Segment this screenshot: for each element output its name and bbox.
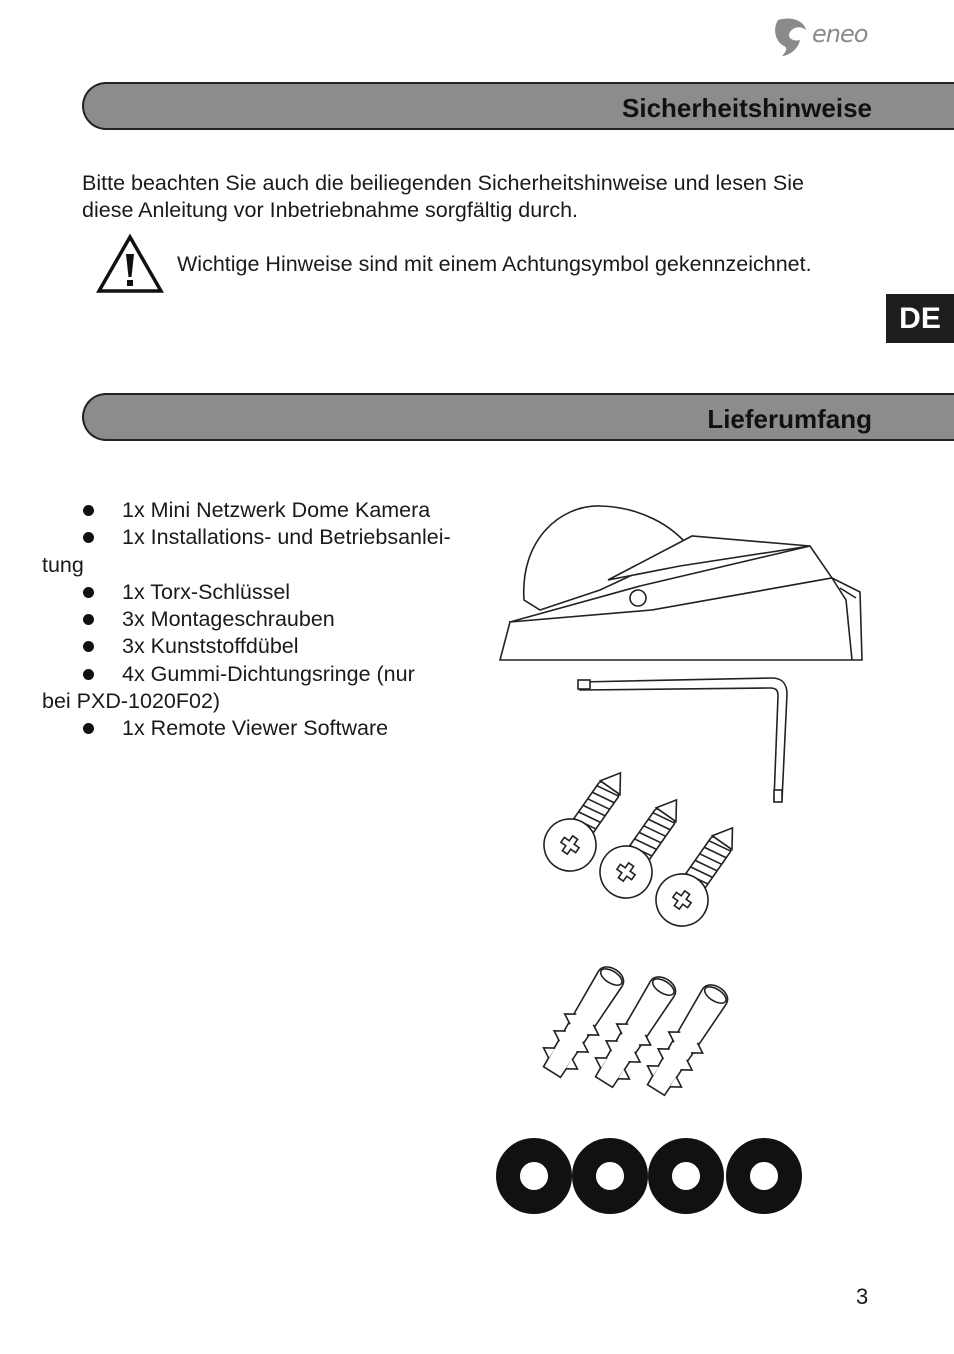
plastic-dowels-icon	[535, 959, 737, 1100]
mounting-screws-icon	[534, 758, 754, 936]
warning-triangle-icon	[96, 234, 164, 294]
rubber-sealing-rings-icon	[508, 1150, 790, 1202]
language-tab-de	[886, 294, 954, 343]
safety-paragraph-line: Bitte beachten Sie auch die beiliegenden Sicherheitshinweise und lesen Sie	[82, 171, 804, 195]
list-item: 1x Torx-Schlüssel	[82, 579, 482, 606]
section-header-scope-of-delivery	[82, 393, 954, 441]
section-header-safety	[82, 82, 954, 130]
list-item: 3x Montageschrauben	[82, 606, 482, 633]
page-number: 3	[856, 1284, 869, 1309]
eneo-logo-text: eneo	[812, 20, 868, 48]
list-item: 1x Mini Netzwerk Dome Kamera	[82, 497, 482, 524]
warning-text: Wichtige Hinweise sind mit einem Achtungsymbol gekennzeichnet.	[177, 252, 812, 276]
list-item: 3x Kunststoffdübel	[82, 633, 482, 660]
delivery-contents-illustration	[490, 500, 870, 1220]
safety-paragraph	[82, 170, 882, 224]
safety-paragraph-line: diese Anleitung vor Inbetriebnahme sorgfältig durch.	[82, 198, 579, 222]
section-title-safety: Sicherheitshinweise	[622, 93, 872, 123]
delivery-list	[42, 497, 482, 743]
list-item: 1x Remote Viewer Software	[82, 715, 482, 742]
list-item: 1x Installations- und Betriebsanlei- tung	[82, 524, 482, 579]
language-tab-label: DE	[899, 301, 941, 335]
section-title-scope: Lieferumfang	[707, 404, 872, 434]
list-item: 4x Gummi-Dichtungsringe (nur bei PXD-1020F02)	[82, 661, 482, 716]
dome-camera-icon	[500, 506, 862, 660]
